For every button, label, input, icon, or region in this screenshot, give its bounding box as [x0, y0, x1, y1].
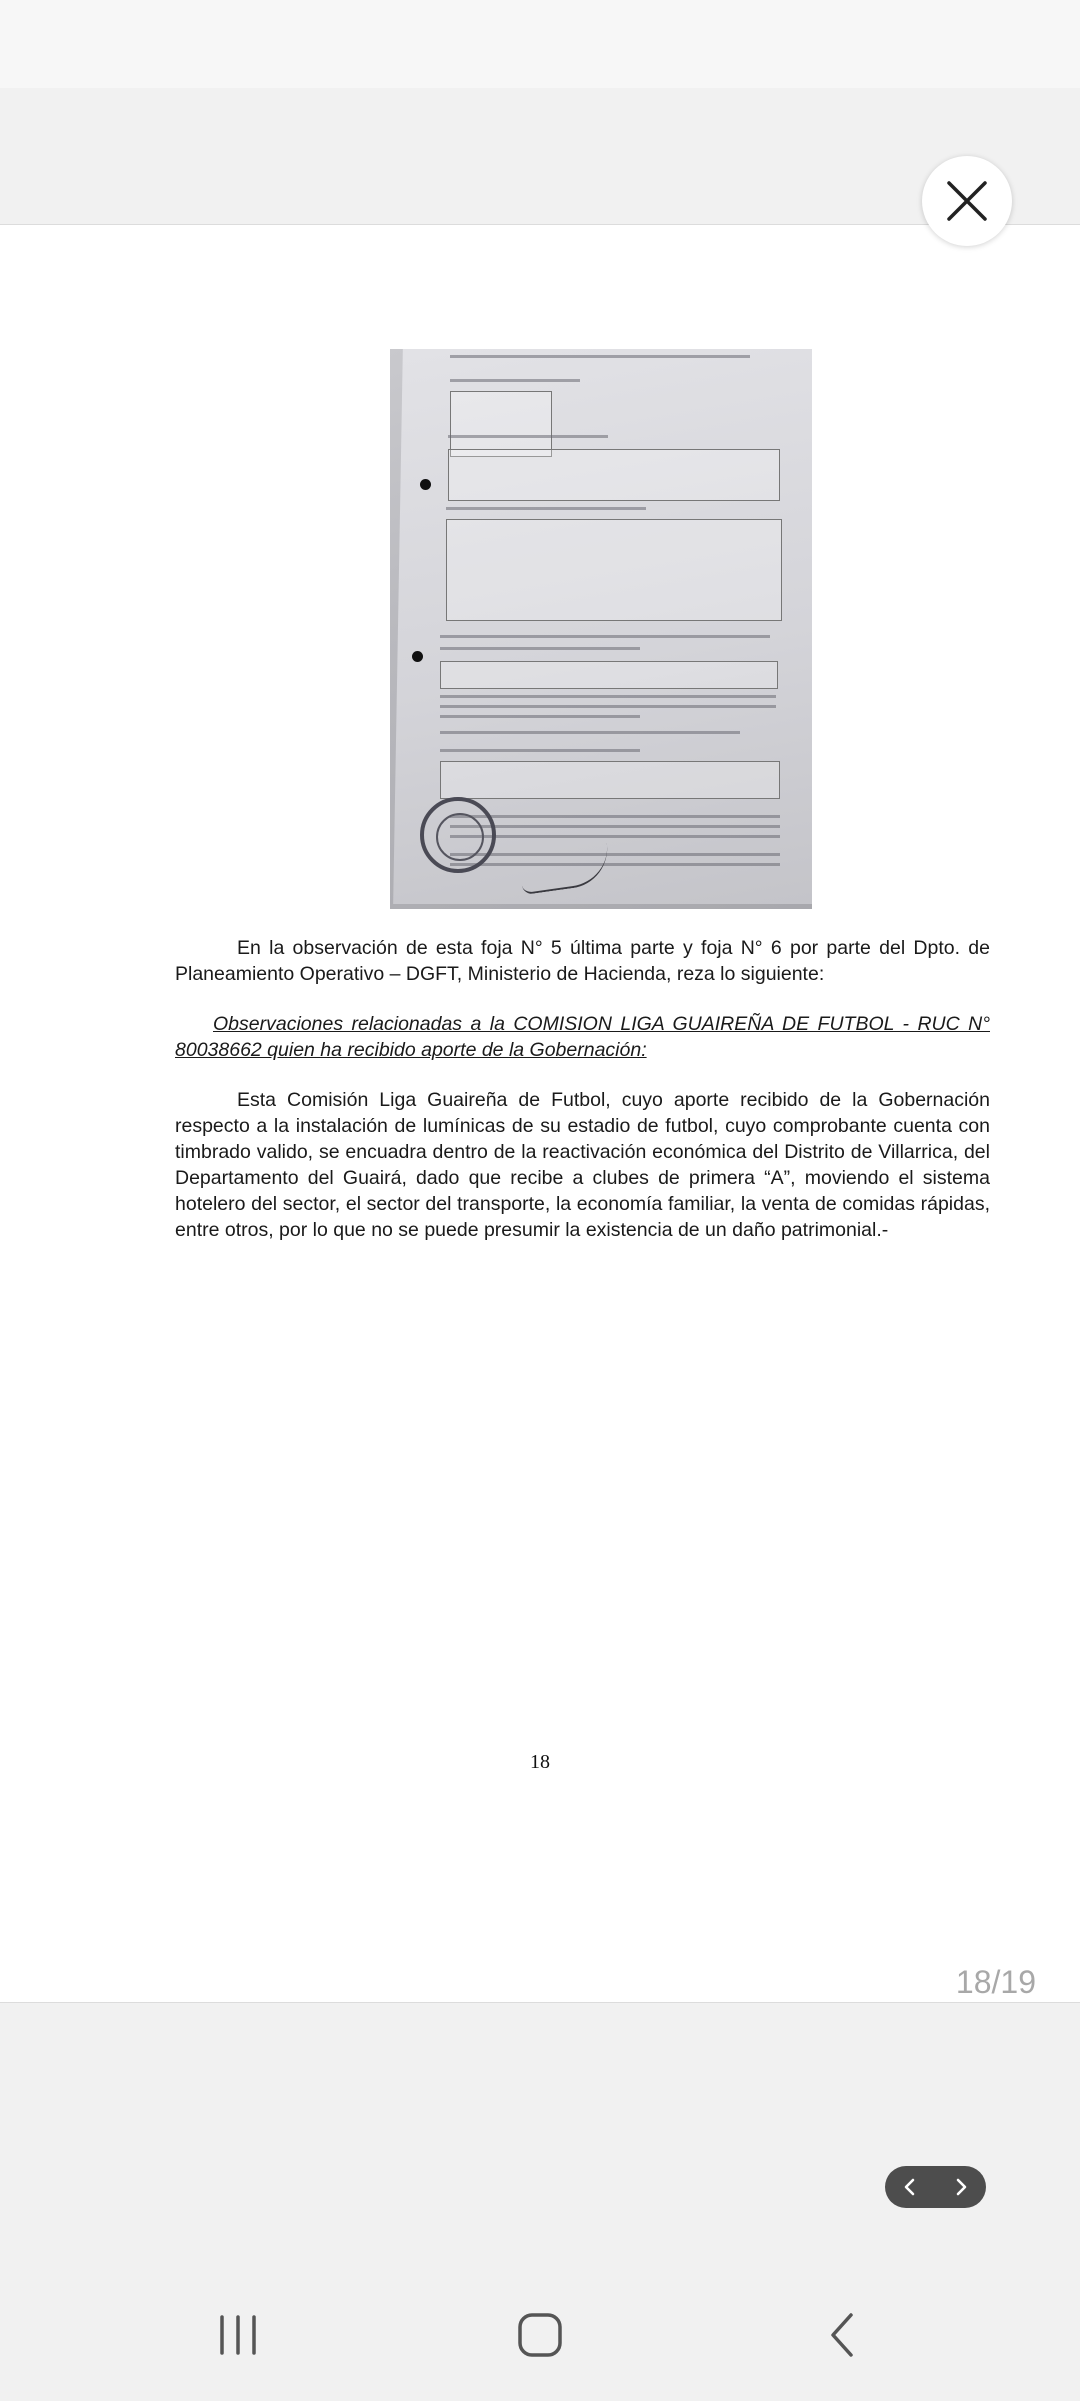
document-paragraph-1: En la observación de esta foja N° 5 última parte y foja N° 6 por parte del Dpto. de Planeamiento Operativo – DGFT, Ministerio de Hacienda, reza lo siguiente: — [175, 937, 990, 985]
document-page — [0, 225, 1080, 2001]
back-icon — [827, 2311, 857, 2359]
photo-text-line — [450, 355, 750, 358]
photo-text-line — [450, 815, 780, 818]
photo-table — [440, 761, 780, 799]
status-bar — [0, 0, 1080, 88]
photo-text-line — [440, 705, 776, 708]
close-icon — [945, 179, 989, 223]
photo-text-line — [440, 731, 740, 734]
photo-text-line — [450, 853, 780, 856]
document-paragraph-3: Esta Comisión Liga Guaireña de Futbol, cuyo aporte recibido de la Gobernación respecto a la instalación de lumínicas de su estadio de futbol, cuyo comprobante cuenta con timbrado valido, se encuadra dentro de la reactivación económica del Distrito de Villarrica, del Departamento del Guairá, dado que recibe a clubes de primera “A”, moviendo el sistema hotelero del sector, el sector del transporte, la economía familiar, la venta de comidas rápidas, entre otros, por lo que no se puede presumir la existencia de un daño patrimonial.- — [175, 1089, 990, 1241]
photo-table — [450, 391, 552, 457]
photo-text-line — [440, 749, 640, 752]
embedded-document-photo — [390, 349, 812, 909]
home-icon — [516, 2311, 564, 2359]
photo-text-line — [440, 647, 640, 650]
close-button[interactable] — [922, 156, 1012, 246]
document-page-number: 18 — [530, 1751, 550, 1773]
photo-table — [440, 661, 778, 689]
photo-table — [446, 519, 782, 621]
recents-button[interactable] — [198, 2300, 278, 2370]
page-navigation-pill — [885, 2166, 986, 2208]
photo-official-stamp — [420, 797, 496, 873]
page-counter: 18/19 — [955, 1964, 1036, 2000]
recents-icon — [216, 2313, 260, 2357]
photo-text-line — [450, 835, 780, 838]
photo-text-line — [446, 507, 646, 510]
photo-text-line — [450, 863, 780, 866]
home-button[interactable] — [500, 2300, 580, 2370]
viewer-top-bar — [0, 88, 1080, 225]
photo-text-line — [450, 825, 780, 828]
chevron-right-icon — [953, 2177, 969, 2197]
previous-page-button[interactable] — [893, 2170, 927, 2204]
photo-text-line — [440, 695, 776, 698]
next-page-button[interactable] — [944, 2170, 978, 2204]
document-paragraph-heading: Observaciones relacionadas a la COMISION LIGA GUAIREÑA DE FUTBOL - RUC N° 80038662 quien ha recibido aporte de la Gobernación: — [175, 1013, 990, 1061]
photo-table — [448, 449, 780, 501]
photo-text-line — [450, 379, 580, 382]
photo-text-line — [440, 635, 770, 638]
photo-text-line — [448, 435, 608, 438]
photo-hole-punch — [420, 479, 431, 490]
chevron-left-icon — [902, 2177, 918, 2197]
photo-text-line — [440, 715, 640, 718]
back-button[interactable] — [802, 2300, 882, 2370]
photo-hole-punch — [412, 651, 423, 662]
system-navigation-bar — [0, 2280, 1080, 2400]
